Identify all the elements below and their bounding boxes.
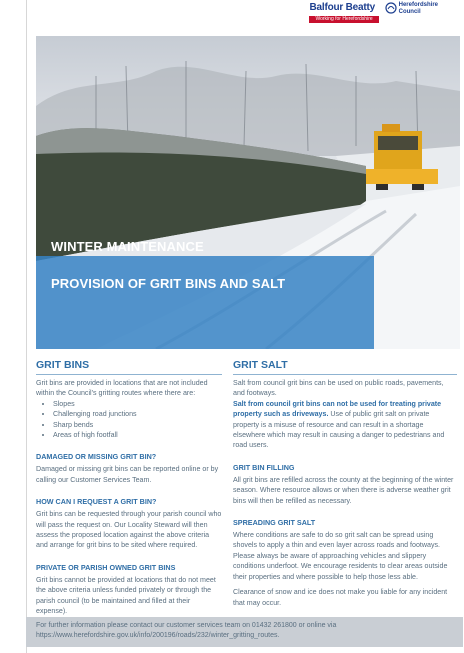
list-item: • Sharp bends — [53, 420, 222, 430]
grit-salt-misuse-text: Use of public grit salt on private property is a misuse of resource and can result in a shortage elsewhere which may result in causing a danger to pedestrians and road users. — [233, 410, 445, 450]
list-item: • Areas of high footfall — [53, 430, 222, 440]
footer-text: For further information please contact our customer services team on 01432 261800 or online via https://www.herefordshire.gov.uk/info/200196/roads/232/winter_gritting_routes. — [36, 622, 337, 639]
grit-bins-criteria-list — [36, 399, 222, 441]
private-text: Grit bins cannot be provided at locations that do not meet the above criteria unless funded privately or through the parish council (to be maintained and filled at their expense). — [36, 575, 216, 616]
list-item: • Slopes — [53, 399, 222, 409]
request-heading: HOW CAN I REQUEST A GRIT BIN? — [36, 497, 157, 507]
title-band — [36, 256, 374, 349]
herefordshire-council-logo — [385, 2, 438, 16]
council-crest-icon — [385, 2, 397, 14]
request-text: Grit bins can be requested through your parish council who will pass the request on. Our Locality Steward will then assess the proposed location against the above criteria and arrange for grit bins to be sited where required. — [36, 510, 222, 550]
private-heading: PRIVATE OR PARISH OWNED GRIT BINS — [36, 562, 176, 572]
damaged-heading: DAMAGED OR MISSING GRIT BIN? — [36, 452, 157, 462]
grit-bins-heading: GRIT BINS — [36, 359, 222, 375]
grit-salt-text: Salt from council grit bins can be used on public roads, pavements, and footways. — [233, 379, 444, 398]
grit-salt-emphasis: Salt from council grit bins can not be used for treating private property such as driveways. — [233, 399, 442, 419]
page-subtitle: PROVISION OF GRIT BINS AND SALT — [51, 276, 286, 291]
list-item: • Challenging road junctions — [53, 409, 222, 419]
footer-contact — [26, 617, 463, 647]
spreading-text: Where conditions are safe to do so grit salt can be spread using shovels to apply a thin and even layer across roads and footways. Please always be aware of approaching vehicles and slippery conditions underfoot. We encourage residents to clear areas outside their properties and where possible to help those less able. — [233, 531, 448, 581]
hero-photo — [36, 36, 460, 349]
left-column — [36, 359, 222, 617]
right-column — [233, 359, 457, 608]
council-name-line2: Council — [398, 9, 421, 15]
balfour-beatty-logo — [309, 2, 378, 23]
grit-bins-intro: Grit bins are provided in locations that are not included within the Council’s gritting routes where there are: — [36, 379, 208, 398]
partner-tagline: Working for Herefordshire — [309, 16, 378, 23]
grit-salt-heading: GRIT SALT — [233, 359, 457, 375]
liability-text: Clearance of snow and ice does not make you liable for any incident that may occur. — [233, 588, 448, 607]
header-logos — [309, 2, 438, 30]
spreading-heading: SPREADING GRIT SALT — [233, 518, 316, 528]
council-name-line1: Herefordshire — [398, 2, 438, 8]
filling-heading: GRIT BIN FILLING — [233, 462, 295, 472]
grit-salt-warning — [233, 399, 457, 451]
partner-name: Balfour Beatty — [309, 2, 376, 13]
filling-text: All grit bins are refilled across the county at the beginning of the winter season. Where resource allows or when there is adverse weather grit bins will then be refilled as necessary. — [233, 475, 454, 505]
page-title: WINTER MAINTENANCE — [51, 239, 204, 254]
damaged-text: Damaged or missing grit bins can be reported online or by calling our Customer Services Team. — [36, 465, 219, 484]
